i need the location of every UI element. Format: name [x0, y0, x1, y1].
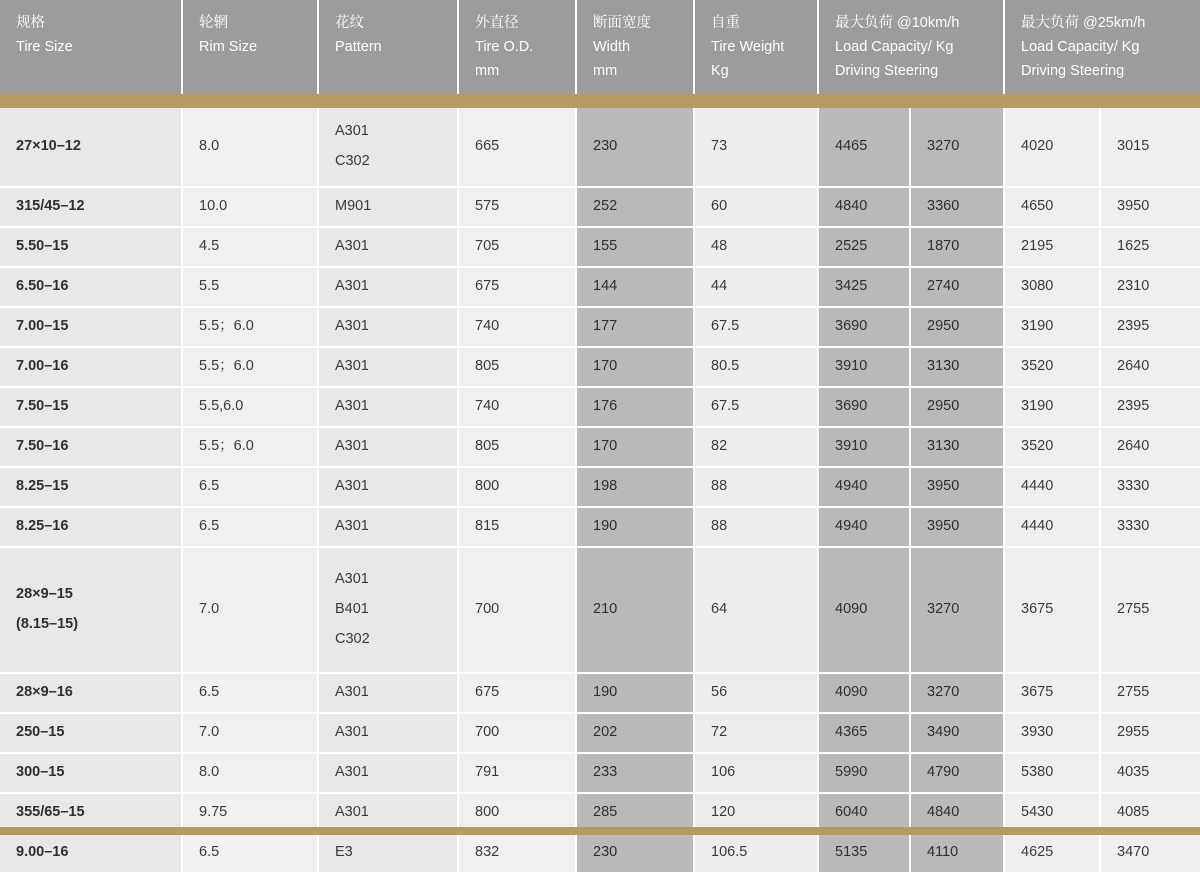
cell-width: 190 — [576, 673, 694, 713]
cell-rim-size: 6.5 — [182, 833, 318, 873]
cell-width: 198 — [576, 467, 694, 507]
cell-pattern — [318, 833, 458, 873]
cell-load25-steering: 3015 — [1100, 108, 1200, 187]
cell-tire-size — [0, 547, 182, 673]
cell-load10-steering: 3270 — [910, 108, 1004, 187]
cell-pattern-lines — [335, 718, 441, 748]
cell-load25-driving: 4650 — [1004, 187, 1100, 227]
col-header-rim-size-en: Rim Size — [199, 38, 258, 55]
cell-pattern-line: A301 — [335, 763, 369, 780]
cell-pattern-lines — [335, 392, 441, 422]
cell-pattern-line: A301 — [335, 517, 369, 534]
cell-width: 252 — [576, 187, 694, 227]
cell-pattern-lines — [335, 678, 441, 708]
col-header-tire-od — [458, 0, 576, 94]
cell-load25-steering: 2310 — [1100, 267, 1200, 307]
cell-rim-size: 4.5 — [182, 227, 318, 267]
cell-tire-od: 805 — [458, 427, 576, 467]
cell-pattern — [318, 673, 458, 713]
col-header-tire-size-en: Tire Size — [16, 38, 73, 55]
cell-pattern-line: M901 — [335, 197, 372, 214]
cell-pattern-line: A301 — [335, 397, 369, 414]
table-row — [0, 833, 1200, 873]
cell-pattern-line: A301 — [335, 123, 369, 140]
cell-tire-weight: 106.5 — [694, 833, 818, 873]
cell-tire-size: 8.25–16 — [0, 507, 182, 547]
cell-rim-size: 6.5 — [182, 673, 318, 713]
cell-pattern — [318, 713, 458, 753]
table-row — [0, 187, 1200, 227]
cell-tire-od: 740 — [458, 387, 576, 427]
cell-load25-steering: 4085 — [1100, 793, 1200, 833]
cell-load25-driving: 3520 — [1004, 427, 1100, 467]
cell-pattern-lines — [335, 565, 441, 654]
cell-load10-driving: 4940 — [818, 467, 910, 507]
cell-width: 210 — [576, 547, 694, 673]
cell-load25-steering: 2395 — [1100, 307, 1200, 347]
cell-tire-size: 5.50–15 — [0, 227, 182, 267]
cell-rim-size: 7.0 — [182, 713, 318, 753]
cell-load25-driving: 5430 — [1004, 793, 1100, 833]
table-body — [0, 108, 1200, 873]
cell-pattern — [318, 227, 458, 267]
cell-load25-driving: 3675 — [1004, 673, 1100, 713]
cell-load25-driving: 3190 — [1004, 387, 1100, 427]
cell-pattern — [318, 507, 458, 547]
col-header-load-10kmh-steering: Steering — [884, 62, 939, 79]
col-header-load-25kmh-subheads — [1021, 60, 1200, 84]
cell-tire-od: 675 — [458, 267, 576, 307]
col-header-load-25kmh-en: Load Capacity/ Kg — [1021, 38, 1140, 55]
cell-tire-od: 575 — [458, 187, 576, 227]
col-header-load-25kmh — [1004, 0, 1200, 94]
cell-tire-od: 805 — [458, 347, 576, 387]
cell-load10-driving: 5135 — [818, 833, 910, 873]
cell-tire-od: 700 — [458, 547, 576, 673]
cell-load10-driving: 3690 — [818, 387, 910, 427]
cell-tire-weight: 64 — [694, 547, 818, 673]
cell-tire-size-line: (8.15–15) — [16, 615, 79, 632]
cell-load25-steering: 2955 — [1100, 713, 1200, 753]
cell-tire-size: 9.00–16 — [0, 833, 182, 873]
cell-rim-size: 5.5；6.0 — [182, 427, 318, 467]
cell-tire-od: 700 — [458, 713, 576, 753]
cell-tire-weight: 82 — [694, 427, 818, 467]
table-row — [0, 267, 1200, 307]
cell-tire-od: 800 — [458, 467, 576, 507]
cell-pattern-line: A301 — [335, 277, 369, 294]
cell-load25-steering: 1625 — [1100, 227, 1200, 267]
col-header-load-10kmh-cn: 最大负荷 @10km/h — [835, 15, 960, 31]
cell-rim-size: 9.75 — [182, 793, 318, 833]
cell-width: 230 — [576, 108, 694, 187]
cell-width: 190 — [576, 507, 694, 547]
cell-tire-weight: 80.5 — [694, 347, 818, 387]
cell-load10-driving: 3425 — [818, 267, 910, 307]
cell-tire-size: 250–15 — [0, 713, 182, 753]
cell-load10-driving: 3690 — [818, 307, 910, 347]
cell-pattern-line: A301 — [335, 683, 369, 700]
cell-pattern-line: C302 — [335, 152, 370, 169]
col-header-load-25kmh-driving: Driving — [1021, 62, 1067, 79]
cell-pattern-line: A301 — [335, 571, 369, 588]
col-header-tire-weight — [694, 0, 818, 94]
table-row — [0, 547, 1200, 673]
table-row — [0, 347, 1200, 387]
cell-pattern-lines — [335, 192, 441, 222]
cell-load10-driving: 4940 — [818, 507, 910, 547]
cell-load10-driving: 4365 — [818, 713, 910, 753]
cell-pattern-lines — [335, 232, 441, 262]
cell-load10-steering: 1870 — [910, 227, 1004, 267]
table-row — [0, 427, 1200, 467]
cell-tire-weight: 67.5 — [694, 387, 818, 427]
cell-load10-driving: 4840 — [818, 187, 910, 227]
cell-width: 144 — [576, 267, 694, 307]
col-header-width-unit: mm — [593, 62, 618, 79]
cell-load25-steering: 3330 — [1100, 467, 1200, 507]
cell-pattern-lines — [335, 512, 441, 542]
cell-pattern — [318, 427, 458, 467]
cell-load10-steering: 3490 — [910, 713, 1004, 753]
cell-load25-driving: 4440 — [1004, 467, 1100, 507]
cell-load10-steering: 3270 — [910, 673, 1004, 713]
col-header-width — [576, 0, 694, 94]
cell-load25-driving: 4440 — [1004, 507, 1100, 547]
cell-tire-size: 7.00–15 — [0, 307, 182, 347]
cell-tire-weight: 72 — [694, 713, 818, 753]
cell-pattern-lines — [335, 312, 441, 342]
cell-tire-od: 800 — [458, 793, 576, 833]
cell-load25-steering: 2755 — [1100, 547, 1200, 673]
cell-tire-weight: 73 — [694, 108, 818, 187]
cell-load25-steering: 2640 — [1100, 347, 1200, 387]
cell-load10-driving: 5990 — [818, 753, 910, 793]
cell-load10-driving: 2525 — [818, 227, 910, 267]
cell-load10-steering: 2740 — [910, 267, 1004, 307]
table-row — [0, 713, 1200, 753]
cell-pattern — [318, 347, 458, 387]
cell-load25-driving: 3520 — [1004, 347, 1100, 387]
cell-load10-driving: 4090 — [818, 547, 910, 673]
cell-load25-driving: 4020 — [1004, 108, 1100, 187]
cell-pattern — [318, 108, 458, 187]
cell-tire-weight: 88 — [694, 467, 818, 507]
cell-tire-size: 300–15 — [0, 753, 182, 793]
cell-tire-size: 7.50–16 — [0, 427, 182, 467]
table-header — [0, 0, 1200, 94]
col-header-tire-od-cn: 外直径 — [475, 15, 519, 31]
cell-load10-steering: 3130 — [910, 427, 1004, 467]
col-header-pattern — [318, 0, 458, 94]
col-header-pattern-en: Pattern — [335, 38, 382, 55]
cell-pattern-lines — [335, 798, 441, 828]
col-header-load-10kmh-subheads — [835, 60, 1003, 84]
header-row — [0, 0, 1200, 94]
table-row — [0, 507, 1200, 547]
col-header-rim-size-cn: 轮辋 — [199, 15, 228, 31]
cell-pattern-lines — [335, 272, 441, 302]
cell-load10-steering: 3270 — [910, 547, 1004, 673]
cell-load25-driving: 3930 — [1004, 713, 1100, 753]
table-row — [0, 467, 1200, 507]
cell-rim-size: 5.5；6.0 — [182, 307, 318, 347]
cell-pattern — [318, 467, 458, 507]
cell-tire-size: 8.25–15 — [0, 467, 182, 507]
cell-width: 233 — [576, 753, 694, 793]
cell-tire-weight: 120 — [694, 793, 818, 833]
cell-load10-driving: 3910 — [818, 347, 910, 387]
cell-tire-size: 6.50–16 — [0, 267, 182, 307]
cell-tire-size: 28×9–16 — [0, 673, 182, 713]
cell-tire-od: 675 — [458, 673, 576, 713]
cell-rim-size: 6.5 — [182, 507, 318, 547]
cell-pattern-lines — [335, 352, 441, 382]
col-header-rim-size — [182, 0, 318, 94]
cell-pattern-line: B401 — [335, 600, 369, 617]
cell-load25-steering: 2640 — [1100, 427, 1200, 467]
cell-load10-steering: 4840 — [910, 793, 1004, 833]
cell-tire-weight: 67.5 — [694, 307, 818, 347]
col-header-width-en: Width — [593, 38, 631, 55]
cell-tire-od: 705 — [458, 227, 576, 267]
cell-pattern — [318, 547, 458, 673]
cell-load25-driving: 2195 — [1004, 227, 1100, 267]
cell-load25-steering: 4035 — [1100, 753, 1200, 793]
cell-load10-steering: 2950 — [910, 387, 1004, 427]
cell-pattern-line: A301 — [335, 357, 369, 374]
cell-pattern — [318, 753, 458, 793]
cell-pattern-lines — [335, 758, 441, 788]
cell-pattern — [318, 267, 458, 307]
cell-width: 155 — [576, 227, 694, 267]
cell-rim-size: 5.5 — [182, 267, 318, 307]
cell-load25-driving: 3080 — [1004, 267, 1100, 307]
cell-tire-od: 740 — [458, 307, 576, 347]
cell-rim-size: 6.5 — [182, 467, 318, 507]
cell-load25-steering: 2755 — [1100, 673, 1200, 713]
cell-tire-od: 791 — [458, 753, 576, 793]
cell-width: 202 — [576, 713, 694, 753]
tire-spec-table-body — [0, 108, 1200, 874]
cell-tire-size-line: 28×9–15 — [16, 586, 73, 603]
cell-tire-od: 815 — [458, 507, 576, 547]
cell-load25-driving: 4625 — [1004, 833, 1100, 873]
cell-pattern — [318, 387, 458, 427]
cell-pattern-line: A301 — [335, 803, 369, 820]
col-header-tire-od-en: Tire O.D. — [475, 38, 534, 55]
col-header-load-25kmh-cn: 最大负荷 @25km/h — [1021, 15, 1146, 31]
cell-pattern-lines — [335, 117, 441, 176]
accent-divider-bar — [0, 94, 1200, 108]
col-header-tire-od-unit: mm — [475, 62, 500, 79]
col-header-width-cn: 断面宽度 — [593, 15, 651, 31]
cell-load10-steering: 3950 — [910, 507, 1004, 547]
cell-tire-size: 7.00–16 — [0, 347, 182, 387]
cell-tire-weight: 44 — [694, 267, 818, 307]
cell-tire-weight: 60 — [694, 187, 818, 227]
table-row — [0, 673, 1200, 713]
cell-tire-weight: 48 — [694, 227, 818, 267]
cell-pattern — [318, 307, 458, 347]
cell-load25-driving: 5380 — [1004, 753, 1100, 793]
cell-rim-size: 8.0 — [182, 753, 318, 793]
cell-load25-steering: 3950 — [1100, 187, 1200, 227]
cell-load25-steering: 3470 — [1100, 833, 1200, 873]
cell-load10-driving: 4090 — [818, 673, 910, 713]
cell-tire-size: 355/65–15 — [0, 793, 182, 833]
cell-tire-size: 315/45–12 — [0, 187, 182, 227]
col-header-tire-weight-unit: Kg — [711, 62, 729, 79]
cell-width: 170 — [576, 347, 694, 387]
cell-tire-weight: 106 — [694, 753, 818, 793]
cell-pattern-lines — [335, 838, 441, 868]
col-header-tire-weight-cn: 自重 — [711, 15, 740, 31]
table-row — [0, 387, 1200, 427]
cell-tire-weight: 88 — [694, 507, 818, 547]
cell-load10-steering: 2950 — [910, 307, 1004, 347]
cell-tire-size: 7.50–15 — [0, 387, 182, 427]
cell-rim-size: 5.5；6.0 — [182, 347, 318, 387]
cell-pattern — [318, 187, 458, 227]
table-row — [0, 753, 1200, 793]
cell-pattern-line: A301 — [335, 317, 369, 334]
col-header-tire-size — [0, 0, 182, 94]
cell-load10-steering: 3130 — [910, 347, 1004, 387]
cell-tire-od: 665 — [458, 108, 576, 187]
cell-rim-size: 8.0 — [182, 108, 318, 187]
accent-bottom-bar — [0, 827, 1200, 835]
cell-load25-steering: 3330 — [1100, 507, 1200, 547]
cell-pattern-line: A301 — [335, 237, 369, 254]
cell-load10-driving: 4465 — [818, 108, 910, 187]
cell-load25-driving: 3675 — [1004, 547, 1100, 673]
tire-spec-table — [0, 0, 1200, 94]
cell-rim-size: 7.0 — [182, 547, 318, 673]
cell-pattern-line: C302 — [335, 630, 370, 647]
col-header-tire-size-cn: 规格 — [16, 15, 45, 31]
cell-load10-driving: 6040 — [818, 793, 910, 833]
table-row — [0, 108, 1200, 187]
cell-load10-steering: 3950 — [910, 467, 1004, 507]
cell-pattern-lines — [335, 432, 441, 462]
cell-rim-size: 5.5,6.0 — [182, 387, 318, 427]
table-row — [0, 307, 1200, 347]
cell-width: 230 — [576, 833, 694, 873]
cell-width: 170 — [576, 427, 694, 467]
cell-width: 177 — [576, 307, 694, 347]
cell-width: 285 — [576, 793, 694, 833]
col-header-load-10kmh-en: Load Capacity/ Kg — [835, 38, 954, 55]
cell-pattern-line: A301 — [335, 437, 369, 454]
cell-pattern-line: E3 — [335, 843, 353, 860]
cell-pattern-lines — [335, 472, 441, 502]
col-header-load-25kmh-steering: Steering — [1070, 62, 1125, 79]
col-header-tire-weight-en: Tire Weight — [711, 38, 785, 55]
cell-rim-size: 10.0 — [182, 187, 318, 227]
cell-load25-steering: 2395 — [1100, 387, 1200, 427]
col-header-load-10kmh-driving: Driving — [835, 62, 881, 79]
cell-load10-steering: 4790 — [910, 753, 1004, 793]
cell-tire-od: 832 — [458, 833, 576, 873]
cell-load25-driving: 3190 — [1004, 307, 1100, 347]
cell-load10-driving: 3910 — [818, 427, 910, 467]
col-header-load-10kmh — [818, 0, 1004, 94]
cell-pattern-line: A301 — [335, 723, 369, 740]
table-row — [0, 227, 1200, 267]
cell-pattern-line: A301 — [335, 477, 369, 494]
cell-load10-steering: 3360 — [910, 187, 1004, 227]
col-header-pattern-cn: 花纹 — [335, 15, 364, 31]
cell-width: 176 — [576, 387, 694, 427]
cell-load10-steering: 4110 — [910, 833, 1004, 873]
cell-tire-weight: 56 — [694, 673, 818, 713]
cell-tire-size: 27×10–12 — [0, 108, 182, 187]
cell-tire-size-lines — [16, 580, 165, 639]
